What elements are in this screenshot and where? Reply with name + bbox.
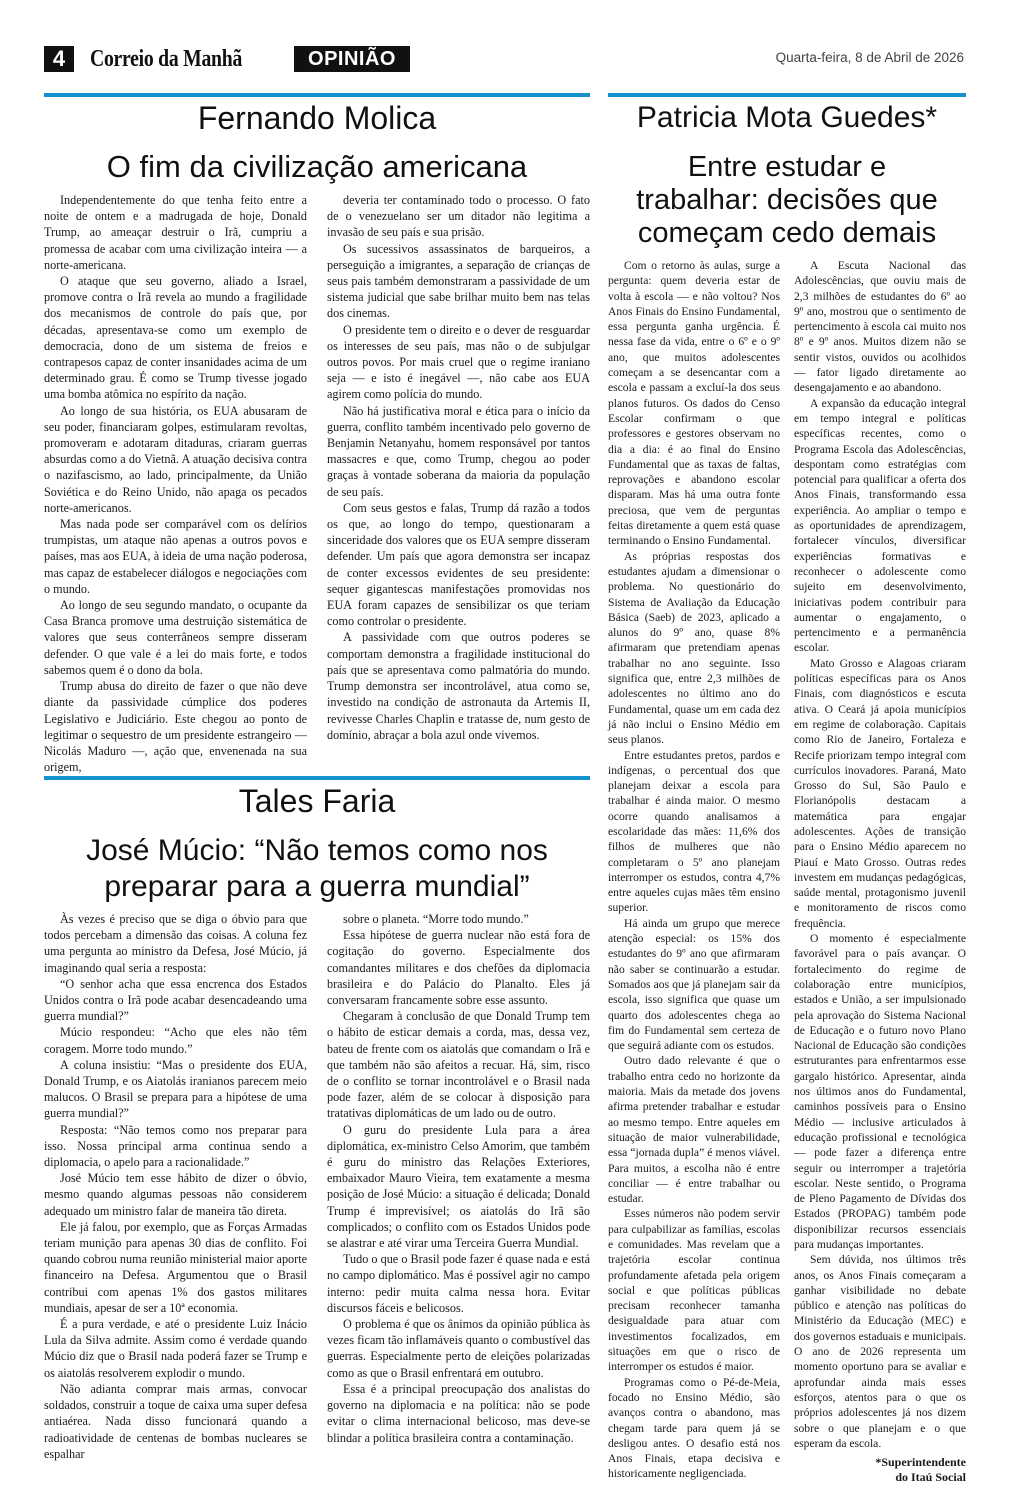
title-line: Entre estudar e [687, 151, 887, 183]
paragraph: Com seus gestos e falas, Trump dá razão a todos os que, ao longo do tempo, questionaram a sinceridade dos valores que os EUA sempre disseram defender. Um país que agora demonstra ser incapaz de conter excessos evidentes de seu presidente: sequer gigantescas manifestações promovidas nos EUA foram capazes de sensibilizar os que teriam como controlar o presidente. [327, 500, 590, 629]
accent-bar [608, 93, 966, 97]
paragraph: Mato Grosso e Alagoas criaram políticas específicas para os Anos Finais, com diagnósticos e escuta ativa. O Ceará já apoia municípios em regime de colaboração. Capitais como Rio de Janeiro, Fortaleza e Recife priorizam tempo integral com currículos inovadores. Paraná, Mato Grosso do Sul, São Paulo e Florianópolis destacam a matemática para engajar adolescentes. Ações de transição para o Ensino Médio aparecem no Piauí e Mato Grosso. Outras redes investem em mudanças pedagógicas, saúde mental, protagonismo juvenil e monitoramento de riscos como frequência. [794, 656, 966, 930]
page-number: 4 [44, 46, 74, 72]
paragraph: Não há justificativa moral e ética para o início da guerra, conflito também incentivado pelo governo de Benjamin Netanyahu, homem responsável por tantos massacres e que, como Trump, chegou ao poder graças à vontade soberana da maioria da população de seu país. [327, 403, 590, 499]
author-name: Tales Faria [238, 783, 396, 819]
paragraph: sobre o planeta. “Morre todo mundo.” [343, 912, 529, 926]
paragraph: Sem dúvida, nos últimos três anos, os Anos Finais começaram a ganhar visibilidade no debate público e atenção nas políticas do Ministério da Educação (MEC) e dos governos estaduais e municipais. O ano de 2026 representa um momento oportuno para se avaliar e aprofundar ainda mais esses esforços, atentos para o que os próprios adolescentes já nos dizem sobre o que planejam e o que esperam da escola. [794, 1253, 966, 1450]
article-body [44, 192, 590, 775]
paragraph: A coluna insistiu: “Mas o presidente dos EUA, Donald Trump, e os Aiatolás iranianos parecem meio malucos. O Brasil se prepara para a hipótese de uma guerra mundial?” [44, 1057, 307, 1121]
paragraph: Mas nada pode ser comparável com os delírios trumpistas, um ataque não apenas a outros povos e países, mas aos EUA, à ideia de uma nação poderosa, mas capaz de estabelecer diálogos e negociações com o mundo. [44, 517, 307, 596]
paragraph: Entre estudantes pretos, pardos e indígenas, o percentual dos que planejam deixar a escola para trabalhar é ainda maior. O mesmo ocorre quando analisamos a escolaridade das mães: 11,6% dos filhos de mulheres que não completaram o 5º ano planejam interromper os estudos, contra 4,7% entre aqueles cujas mães têm ensino superior. [608, 748, 780, 915]
author-credit [794, 1455, 966, 1485]
text-column [327, 911, 590, 1453]
paragraph: Outro dado relevante é que o trabalho entra cedo no horizonte da maioria. Mais da metade dos jovens afirma pretender trabalhar e estudar ao mesmo tempo. Entre aqueles em situação de maior vulnerabilidade, essa “jornada dupla” é menos viável. Para muitos, a escolha não é entre conciliar — é entre trabalhar ou estudar. [608, 1054, 780, 1206]
paragraph: O problema é que os ânimos da opinião pública às vezes ficam tão inflamáveis quanto o combustível das guerras. Especialmente perto de eleições polarizadas como as que o Brasil enfrentará em outubro. [327, 1317, 590, 1380]
paragraph: Os sucessivos assassinatos de barqueiros, a perseguição a imigrantes, a separação de crianças de seus pais também demonstraram a passividade de um sistema judicial que sabe brilhar muito bem nas telas dos cinemas. [327, 241, 590, 321]
edition-date: Quarta-feira, 8 de Abril de 2026 [775, 50, 964, 65]
paragraph: O ataque que seu governo, aliado a Israel, promove contra o Irã revela ao mundo a fragilidade dos mecanismos de controle do país que, por décadas, apresentava-se como um exemplo de democracia, dono de um sistema de freios e contrapesos capaz de conter insanidades acima de um determinado grau. É como se Trump tivesse jogado uma bomba atômica no espírito da nação. [44, 274, 307, 402]
accent-bar [44, 776, 590, 780]
paragraph: Tudo o que o Brasil pode fazer é quase nada e está no campo diplomático. Mas é possível agir no campo interno: pedir muita calma nessa hora. Evitar discursos fáceis e belicosos. [327, 1252, 590, 1315]
paragraph: É a pura verdade, e até o presidente Luiz Inácio Lula da Silva admite. Assim como é verdade quando Múcio diz que o Brasil nada poderá fazer se Trump e os aiatolás resolverem explodir o mundo. [44, 1317, 307, 1380]
section-label: OPINIÃO [294, 46, 410, 72]
text-column [608, 258, 780, 1481]
article-body [44, 911, 590, 1461]
title-line: preparar para a guerra mundial” [104, 870, 530, 903]
paragraph: As próprias respostas dos estudantes ajudam a dimensionar o problema. No questionário do Sistema de Avaliação da Educação Básica (Saeb) de 2023, aplicado a alunos do 9º ano, quase 8% afirmaram que pretendiam apenas trabalhar no ano seguinte. Isso significa que, entre 2,3 milhões de adolescentes no último ano do Fundamental, quase um em cada dez já não inclui o Ensino Médio em seus planos. [608, 549, 780, 747]
paragraph: Essa é a principal preocupação dos analistas do governo na diplomacia e na política: não se pode evitar o clima internacional belicoso, mas deve-se blindar a política brasileira contra a contaminação. [327, 1381, 590, 1445]
credit-line: *Superintendente [875, 1455, 966, 1470]
credit-line: do Itaú Social [895, 1470, 966, 1485]
title-line: José Múcio: “Não temos como nos [86, 834, 548, 867]
paragraph: deveria ter contaminado todo o processo. O fato de o venezuelano ser um ditador não legitima a invasão de seu país e sua prisão. [327, 193, 590, 240]
author-name: Fernando Molica [197, 100, 437, 136]
article-body [608, 258, 966, 1485]
paragraph: Ao longo de seu segundo mandato, o ocupante da Casa Branca promove uma destruição sistemática de valores que seus conterrâneos sempre disseram defender. O que vale é a lei do mais forte, e todos sabemos quem é o dono da bola. [44, 598, 307, 677]
paragraph: Resposta: “Não temos como nos preparar para isso. Nossa principal arma continua sendo a diplomacia, o apelo para a racionalidade.” [44, 1122, 307, 1170]
paragraph: A expansão da educação integral em tempo integral e políticas específicas recentes, como o Programa Escola das Adolescências, despontam como estratégias com potencial para qualificar a oferta dos Anos Finais, transformando essa experiência. Ao ampliar o tempo e as oportunidades de aprendizagem, fortalecer vínculos, diversificar experiências formativas e reconhecer o adolescente como sujeito em desenvolvimento, iniciativas podem contribuir para aumentar o engajamento, o pertencimento e a permanência escolar. [794, 396, 966, 655]
paragraph: O guru do presidente Lula para a área diplomática, ex-ministro Celso Amorim, que também é guru do ministro das Relações Exteriores, embaixador Mauro Vieira, tem exatamente a mesma posição de José Múcio: a situação é delicada; Donald Trump é imprevisível; os aiatolás do Irã são complicados; o conflito com os Estados Unidos pode se alastrar e até virar uma Terceira Guerra Mundial. [327, 1122, 590, 1251]
paragraph: Ele já falou, por exemplo, que as Forças Armadas teriam munição para apenas 30 dias de conflito. Foi quando cobrou numa reunião ministerial maior aporte financeiro na Defesa. Argumentou que o Brasil contribui com apenas 1% dos gastos militares mundiais, apesar de ser a 10ª economia. [44, 1219, 307, 1315]
paragraph: Não adianta comprar mais armas, convocar soldados, construir a toque de caixa uma super defesa antiaérea. Nada disso funcionará quando a radioatividade de centenas de bombas nucleares se espalhar [44, 1381, 307, 1461]
paragraph: A passividade com que outros poderes se comportam demonstra a fragilidade institucional do país que se apresentava como palmatória do mundo. Trump demonstra ser incontrolável, atua como se, investido na condição de astronauta da Artemis II, revivesse Charles Chaplin e tratasse de, num gesto de domínio, abraçar a bola azul onde vivemos. [327, 630, 590, 742]
paragraph: Múcio respondeu: “Acho que eles não têm coragem. Morre todo mundo.” [44, 1025, 307, 1056]
paragraph: Com o retorno às aulas, surge a pergunta: quem deveria estar de volta à escola — e não voltou? Nos Anos Finais do Ensino Fundamental, essa pergunta ganha urgência. É nessa fase da vida, entre o 6º e o 9º ano, que muitos adolescentes começam a se desencantar com a escola e passam a excluí-la dos seus planos futuros. Os dados do Censo Escolar confirmam o que professores e gestores observam no dia a dia: é ao final do Ensino Fundamental que as taxas de faltas, reprovações e abandono escolar disparam. Mas há uma outra fonte preciosa, que vem de perguntas feitas diretamente a quem está quase terminando o Ensino Fundamental. [608, 259, 780, 548]
paragraph: Às vezes é preciso que se diga o óbvio para que todos percebam a dimensão das coisas. A coluna fez uma pergunta ao ministro da Defesa, José Múcio, já imaginando qual seria a resposta: [44, 912, 307, 975]
paragraph: O presidente tem o direito e o dever de resguardar os interesses de seu país, mas não o de subjulgar outros povos. Por mais cruel que o regime iraniano seja — e isto é inegável —, não cabe aos EUA agirem como polícia do mundo. [327, 322, 590, 402]
title-line: começam cedo demais [637, 217, 937, 249]
paragraph: Essa hipótese de guerra nuclear não está fora de cogitação do governo. Especialmente dos comandantes militares e dos chefões da diplomacia brasileira e do Palácio do Planalto. Eles já conversaram francamente sobre esse assunto. [327, 928, 590, 1008]
paragraph: “O senhor acha que essa encrenca dos Estados Unidos contra o Irã pode acabar desencadeando uma guerra mundial?” [44, 976, 307, 1024]
article-title [604, 151, 970, 250]
text-column [794, 258, 966, 1485]
text-column [44, 911, 307, 1461]
paragraph: Programas como o Pé-de-Meia, focado no Ensino Médio, são avanços contra o abandono, mas chegam tarde para quem já se desligou antes. O desafio está nos Anos Finais, etapa decisiva e historicamente negligenciada. [608, 1375, 780, 1481]
author-name: Patricia Mota Guedes* [636, 101, 938, 134]
paragraph: Independentemente do que tenha feito entre a noite de ontem e a madrugada de hoje, Donald Trump, ao ameaçar destruir o Irã, cumpriu a promessa de acabar com uma civilização inteira — a norte-americana. [44, 193, 307, 272]
accent-bar [44, 93, 590, 97]
article-title: O fim da civilização americana [106, 149, 528, 184]
paragraph: José Múcio tem esse hábito de dizer o óbvio, mesmo quando algumas pessoas não considerem adequado um ministro falar de maneira tão direta. [44, 1171, 307, 1218]
paragraph: A Escuta Nacional das Adolescências, que ouviu mais de 2,3 milhões de estudantes do 6º ao 9º ano, mostrou que o sentimento de pertencimento à escola cai muito nos 8º e 9º anos. Muitos dizem não se sentir vistos, ouvidos ou acolhidos — fator ligado diretamente ao desengajamento e ao abandono. [794, 259, 966, 395]
title-line: trabalhar: decisões que [636, 184, 938, 216]
text-column [327, 192, 590, 752]
paragraph: Chegaram à conclusão de que Donald Trump tem o hábito de esticar demais a corda, mas, dessa vez, bateu de frente com os aiatolás que comandam o Irã e que também não são afeitos a recuar. Há, sim, risco de o conflito se tornar incontrolável e o Brasil nada pode fazer, além de se colocar à disposição para tratativas diplomáticas de um lado ou de outro. [327, 1009, 590, 1121]
article-title [30, 833, 604, 905]
paragraph: Há ainda um grupo que merece atenção especial: os 15% dos estudantes do 9º ano que afirmaram não saber se continuarão a estudar. Somados aos que já planejam sair da escola, isso significa que quase um quarto dos adolescentes chega ao fim do Fundamental sem certeza de que seguirá adiante com os estudos. [608, 916, 780, 1053]
text-column [44, 192, 307, 775]
newspaper-logo: Correio da Manhã [90, 46, 243, 72]
paragraph: Ao longo de sua história, os EUA abusaram de seu poder, financiaram golpes, estimularam revoltas, promoveram e adotaram ditaduras, criaram guerras absurdas como a do Vietnã. A atuação decisiva contra o nazifascismo, ao lado, principalmente, da União Soviética e do Reino Unido, não apaga os pecados norte-americanos. [44, 403, 307, 515]
paragraph: Esses números não podem servir para culpabilizar as famílias, escolas e comunidades. Mas revelam que a trajetória escolar continua profundamente afetada pela origem social e que políticas públicas precisam reconhecer tamanha desigualdade para atuar com investimentos focalizados, em situações em que o risco de interromper os estudos é maior. [608, 1207, 780, 1374]
paragraph: O momento é especialmente favorável para o país avançar. O fortalecimento do regime de colaboração entre municípios, estados e União, a ser impulsionado pela aprovação do Sistema Nacional de Educação e o futuro novo Plano Nacional de Educação são condições estruturantes para enfrentarmos esse gargalo histórico. Apresentar, ainda nos últimos anos do Fundamental, caminhos possíveis para o Ensino Médio — inclusive articulados à educação profissional e tecnológica — pode fazer a diferença entre seguir ou interromper a trajetória escolar. Neste sentido, o Programa de Pleno Pagamento de Dívidas dos Estados (PROPAG) também pode disponibilizar recursos essenciais para mudanças importantes. [794, 932, 966, 1251]
paragraph: Trump abusa do direito de fazer o que não deve diante da passividade cúmplice dos poderes Legislativo e Judiciário. Este chegou ao ponto de legitimar o sequestro de um presidente estrangeiro — Nicolás Maduro —, ação que, envenenada na sua origem, [44, 679, 307, 775]
